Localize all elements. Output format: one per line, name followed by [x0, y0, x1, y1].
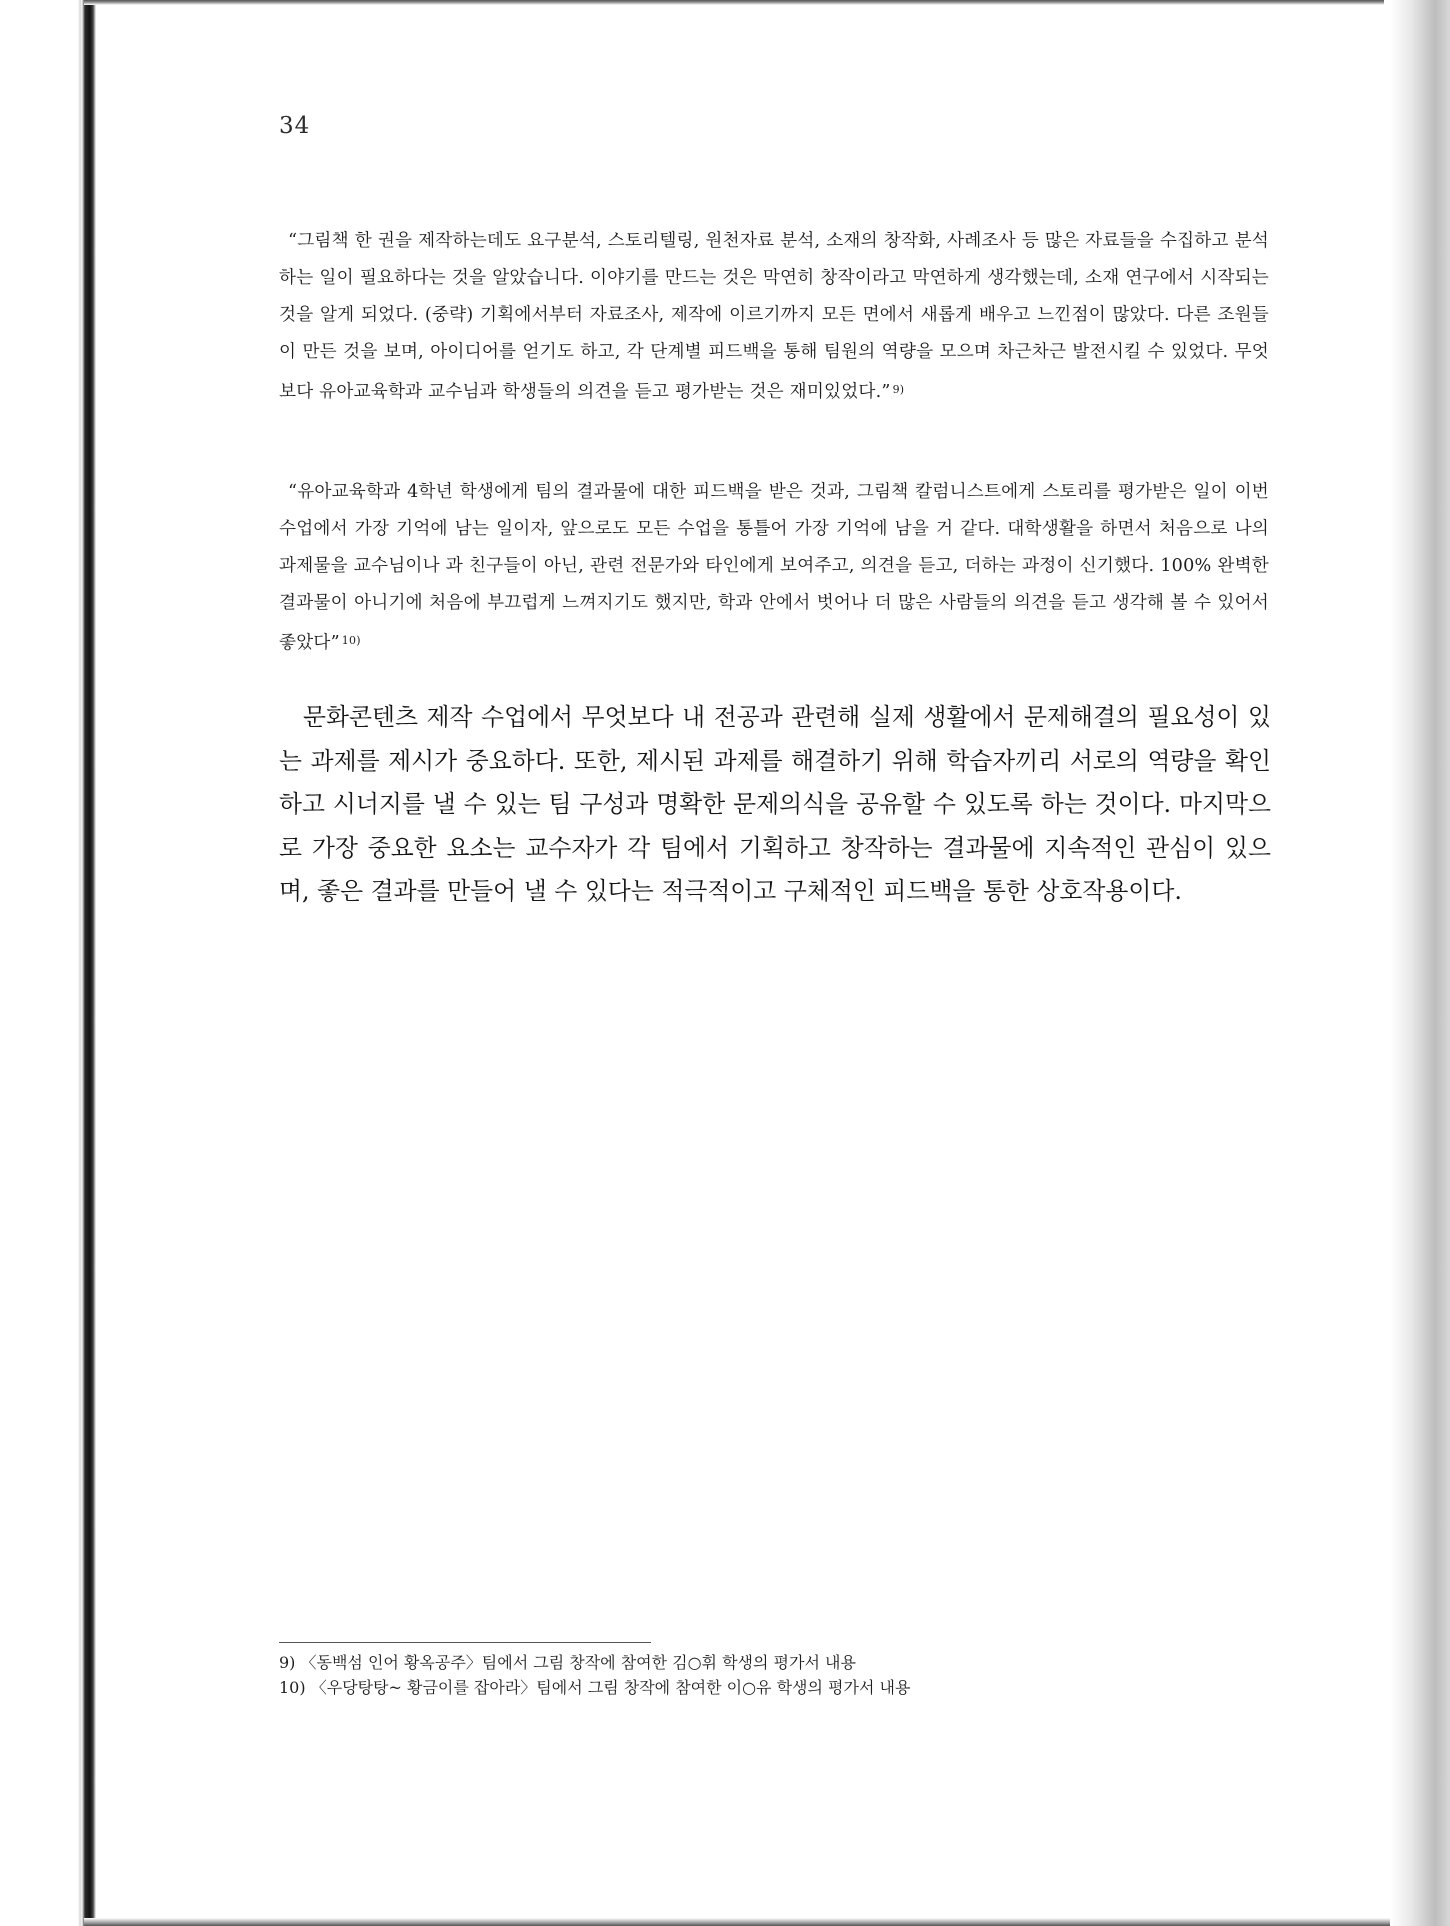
footnote-9: 9) 〈동백섬 인어 황옥공주〉팀에서 그림 창작에 참여한 김○휘 학생의 평가서 내용	[279, 1653, 856, 1672]
footnotes	[279, 1650, 1269, 1700]
page-bottom-edge	[84, 1918, 1414, 1926]
page-binding-edge	[0, 0, 96, 1926]
document-page	[96, 5, 1390, 1918]
footnote-10: 10) 〈우당탕탕~ 황금이를 잡아라〉팀에서 그림 창작에 참여한 이○유 학생의 평가서 내용	[279, 1678, 911, 1697]
page-number: 34	[279, 113, 311, 139]
footnote-divider	[279, 1642, 651, 1643]
quote-text: “그림책 한 권을 제작하는데도 요구분석, 스토리텔링, 원천자료 분석, 소재의 창작화, 사례조사 등 많은 자료들을 수집하고 분석하는 일이 필요하다는 것을 알았습니다. 이야기를 만드는 것은 막연히 창작이라고 막연하게 생각했는데, 소재 연구에서 시작되는 것을 알게 되었다. (중략) 기획에서부터 자료조사, 제작에 이르기까지 모든 면에서 새롭게 배우고 느낀점이 많았다. 다른 조원들이 만든 것을 보며, 아이디어를 얻기도 하고, 각 단계별 피드백을 통해 팀원의 역량을 모으며 차근차근 발전시킬 수 있었다. 무엇보다 유아교육학과 교수님과 학생들의 의견을 듣고 평가받는 것은 재미있었다.”	[279, 231, 1269, 402]
page-right-shadow	[1390, 0, 1450, 1926]
student-quote-1	[279, 223, 1269, 411]
footnote-reference[interactable]: 10)	[341, 634, 361, 647]
body-paragraph: 문화콘텐츠 제작 수업에서 무엇보다 내 전공과 관련해 실제 생활에서 문제해결의 필요성이 있는 과제를 제시가 중요하다. 또한, 제시된 과제를 해결하기 위해 학습자끼리 서로의 역량을 확인하고 시너지를 낼 수 있는 팀 구성과 명확한 문제의식을 공유할 수 있도록 하는 것이다. 마지막으로 가장 중요한 요소는 교수자가 각 팀에서 기획하고 창작하는 결과물에 지속적인 관심이 있으며, 좋은 결과를 만들어 낼 수 있다는 적극적이고 구체적인 피드백을 통한 상호작용이다.	[279, 703, 1271, 905]
student-quote-2	[279, 474, 1269, 662]
footnote-reference[interactable]: 9)	[892, 383, 905, 396]
quote-text: “유아교육학과 4학년 학생에게 팀의 결과물에 대한 피드백을 받은 것과, 그림책 칼럼니스트에게 스토리를 평가받은 일이 이번 수업에서 가장 기억에 남는 일이자, 앞으로도 모든 수업을 통틀어 가장 기억에 남을 거 같다. 대학생활을 하면서 처음으로 나의 과제물을 교수님이나 과 친구들이 아닌, 관련 전문가와 타인에게 보여주고, 의견을 듣고, 더하는 과정이 신기했다. 100% 완벽한 결과물이 아니기에 처음에 부끄럽게 느껴지기도 했지만, 학과 안에서 벗어나 더 많은 사람들의 의견을 듣고 생각해 볼 수 있어서 좋았다”	[279, 482, 1269, 653]
